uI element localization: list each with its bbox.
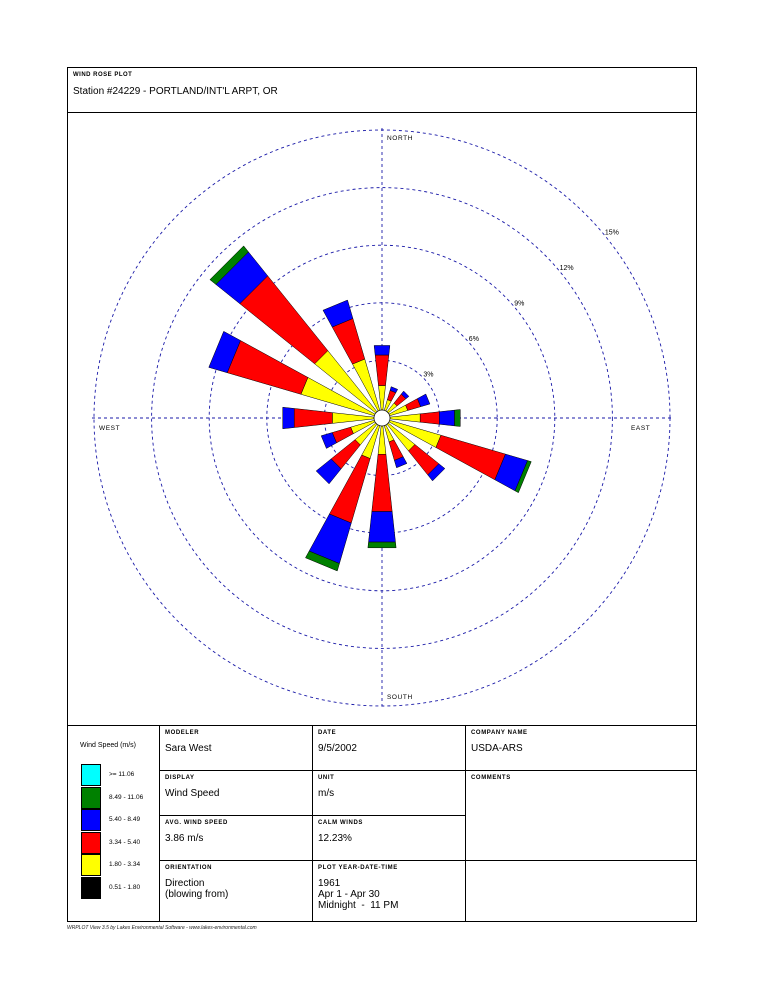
petal-segment [369, 512, 396, 543]
petal-segment [368, 542, 396, 548]
avg-speed-label: AVG. WIND SPEED [165, 820, 228, 826]
display-value: Wind Speed [165, 788, 220, 799]
calm-winds-cell [312, 816, 465, 861]
date-value: 9/5/2002 [318, 743, 357, 754]
display-cell [159, 771, 312, 816]
unit-value: m/s [318, 788, 335, 799]
legend-label: 0.51 - 1.80 [109, 883, 141, 891]
legend-swatch [81, 877, 101, 899]
legend-label: 8.49 - 11.06 [109, 793, 144, 801]
report-frame [67, 67, 697, 922]
petal-segment [294, 408, 332, 427]
legend-item [81, 809, 161, 831]
legend-label: 1.80 - 3.34 [109, 861, 141, 868]
date-label: DATE [318, 730, 337, 736]
ring-label: 15% [604, 229, 619, 237]
ring-label: 3% [423, 371, 434, 379]
unit-label: UNIT [318, 775, 335, 781]
company-cell [465, 726, 696, 771]
compass-east: EAST [631, 425, 651, 432]
avg-speed-cell [159, 816, 312, 861]
legend-swatch [81, 832, 101, 854]
orientation-cell [159, 861, 312, 922]
avg-speed-value: 3.86 m/s [165, 833, 204, 844]
petal-segment [374, 345, 390, 355]
modeler-cell [159, 726, 312, 771]
legend-label: >= 11.06 [109, 771, 135, 778]
compass-north: NORTH [387, 135, 413, 142]
legend-label: 5.40 - 8.49 [109, 816, 141, 823]
period-value: 1961 Apr 1 - Apr 30 Midnight - 11 PM [318, 878, 399, 911]
ring-label: 9% [514, 300, 525, 308]
display-label: DISPLAY [165, 775, 195, 781]
ring-label: 6% [468, 336, 479, 344]
legend-swatch [81, 787, 101, 809]
petal-segment [420, 412, 439, 424]
footer-credit: WRPLOT View 3.5 by Lakes Environmental Software - www.lakes-environmental.com [67, 925, 257, 931]
orientation-value: Direction (blowing from) [165, 878, 229, 900]
period-label: PLOT YEAR-DATE-TIME [318, 865, 398, 871]
petal-segment [283, 407, 294, 429]
plot-type-label: WIND ROSE PLOT [73, 72, 133, 78]
info-panel [68, 725, 696, 922]
petal-segment [378, 386, 385, 411]
legend-swatch [81, 809, 101, 831]
legend-title: Wind Speed (m/s) [80, 742, 137, 749]
legend-item [81, 787, 161, 809]
wind-rose-plot [68, 113, 696, 725]
petal-segment [332, 318, 365, 364]
header [68, 68, 696, 113]
period-cell [312, 861, 465, 922]
petal-segment [378, 426, 386, 454]
modeler-label: MODELER [165, 730, 200, 736]
comments-cell [465, 771, 696, 861]
compass-west: WEST [99, 425, 121, 432]
legend-swatch [81, 764, 101, 786]
legend-swatch [81, 854, 101, 876]
calm-winds-label: CALM WINDS [318, 820, 363, 826]
petal-segment [455, 410, 461, 427]
compass-south: SOUTH [387, 694, 413, 701]
station-title: Station #24229 - PORTLAND/INT'L ARPT, OR [73, 86, 278, 97]
modeler-value: Sara West [165, 743, 212, 754]
ring-label: 12% [559, 265, 574, 273]
company-value: USDA-ARS [471, 743, 523, 754]
calm-circle [374, 410, 390, 426]
petal-segment [390, 414, 420, 422]
legend-item [81, 764, 161, 786]
date-cell [312, 726, 465, 771]
legend-label: 3.34 - 5.40 [109, 838, 141, 846]
legend-item [81, 832, 161, 854]
petal-segment [389, 440, 403, 461]
company-label: COMPANY NAME [471, 730, 528, 736]
petal-segment [332, 413, 374, 424]
orientation-label: ORIENTATION [165, 865, 213, 871]
calm-winds-value: 12.23% [318, 833, 352, 844]
petal-segment [375, 355, 389, 386]
blank-cell [465, 861, 696, 922]
petal-segment [439, 410, 454, 426]
legend-item [81, 877, 161, 899]
wind-rose-svg [68, 113, 696, 725]
unit-cell [312, 771, 465, 816]
legend-item [81, 854, 161, 876]
petal-segment [372, 454, 392, 511]
comments-label: COMMENTS [471, 775, 511, 781]
